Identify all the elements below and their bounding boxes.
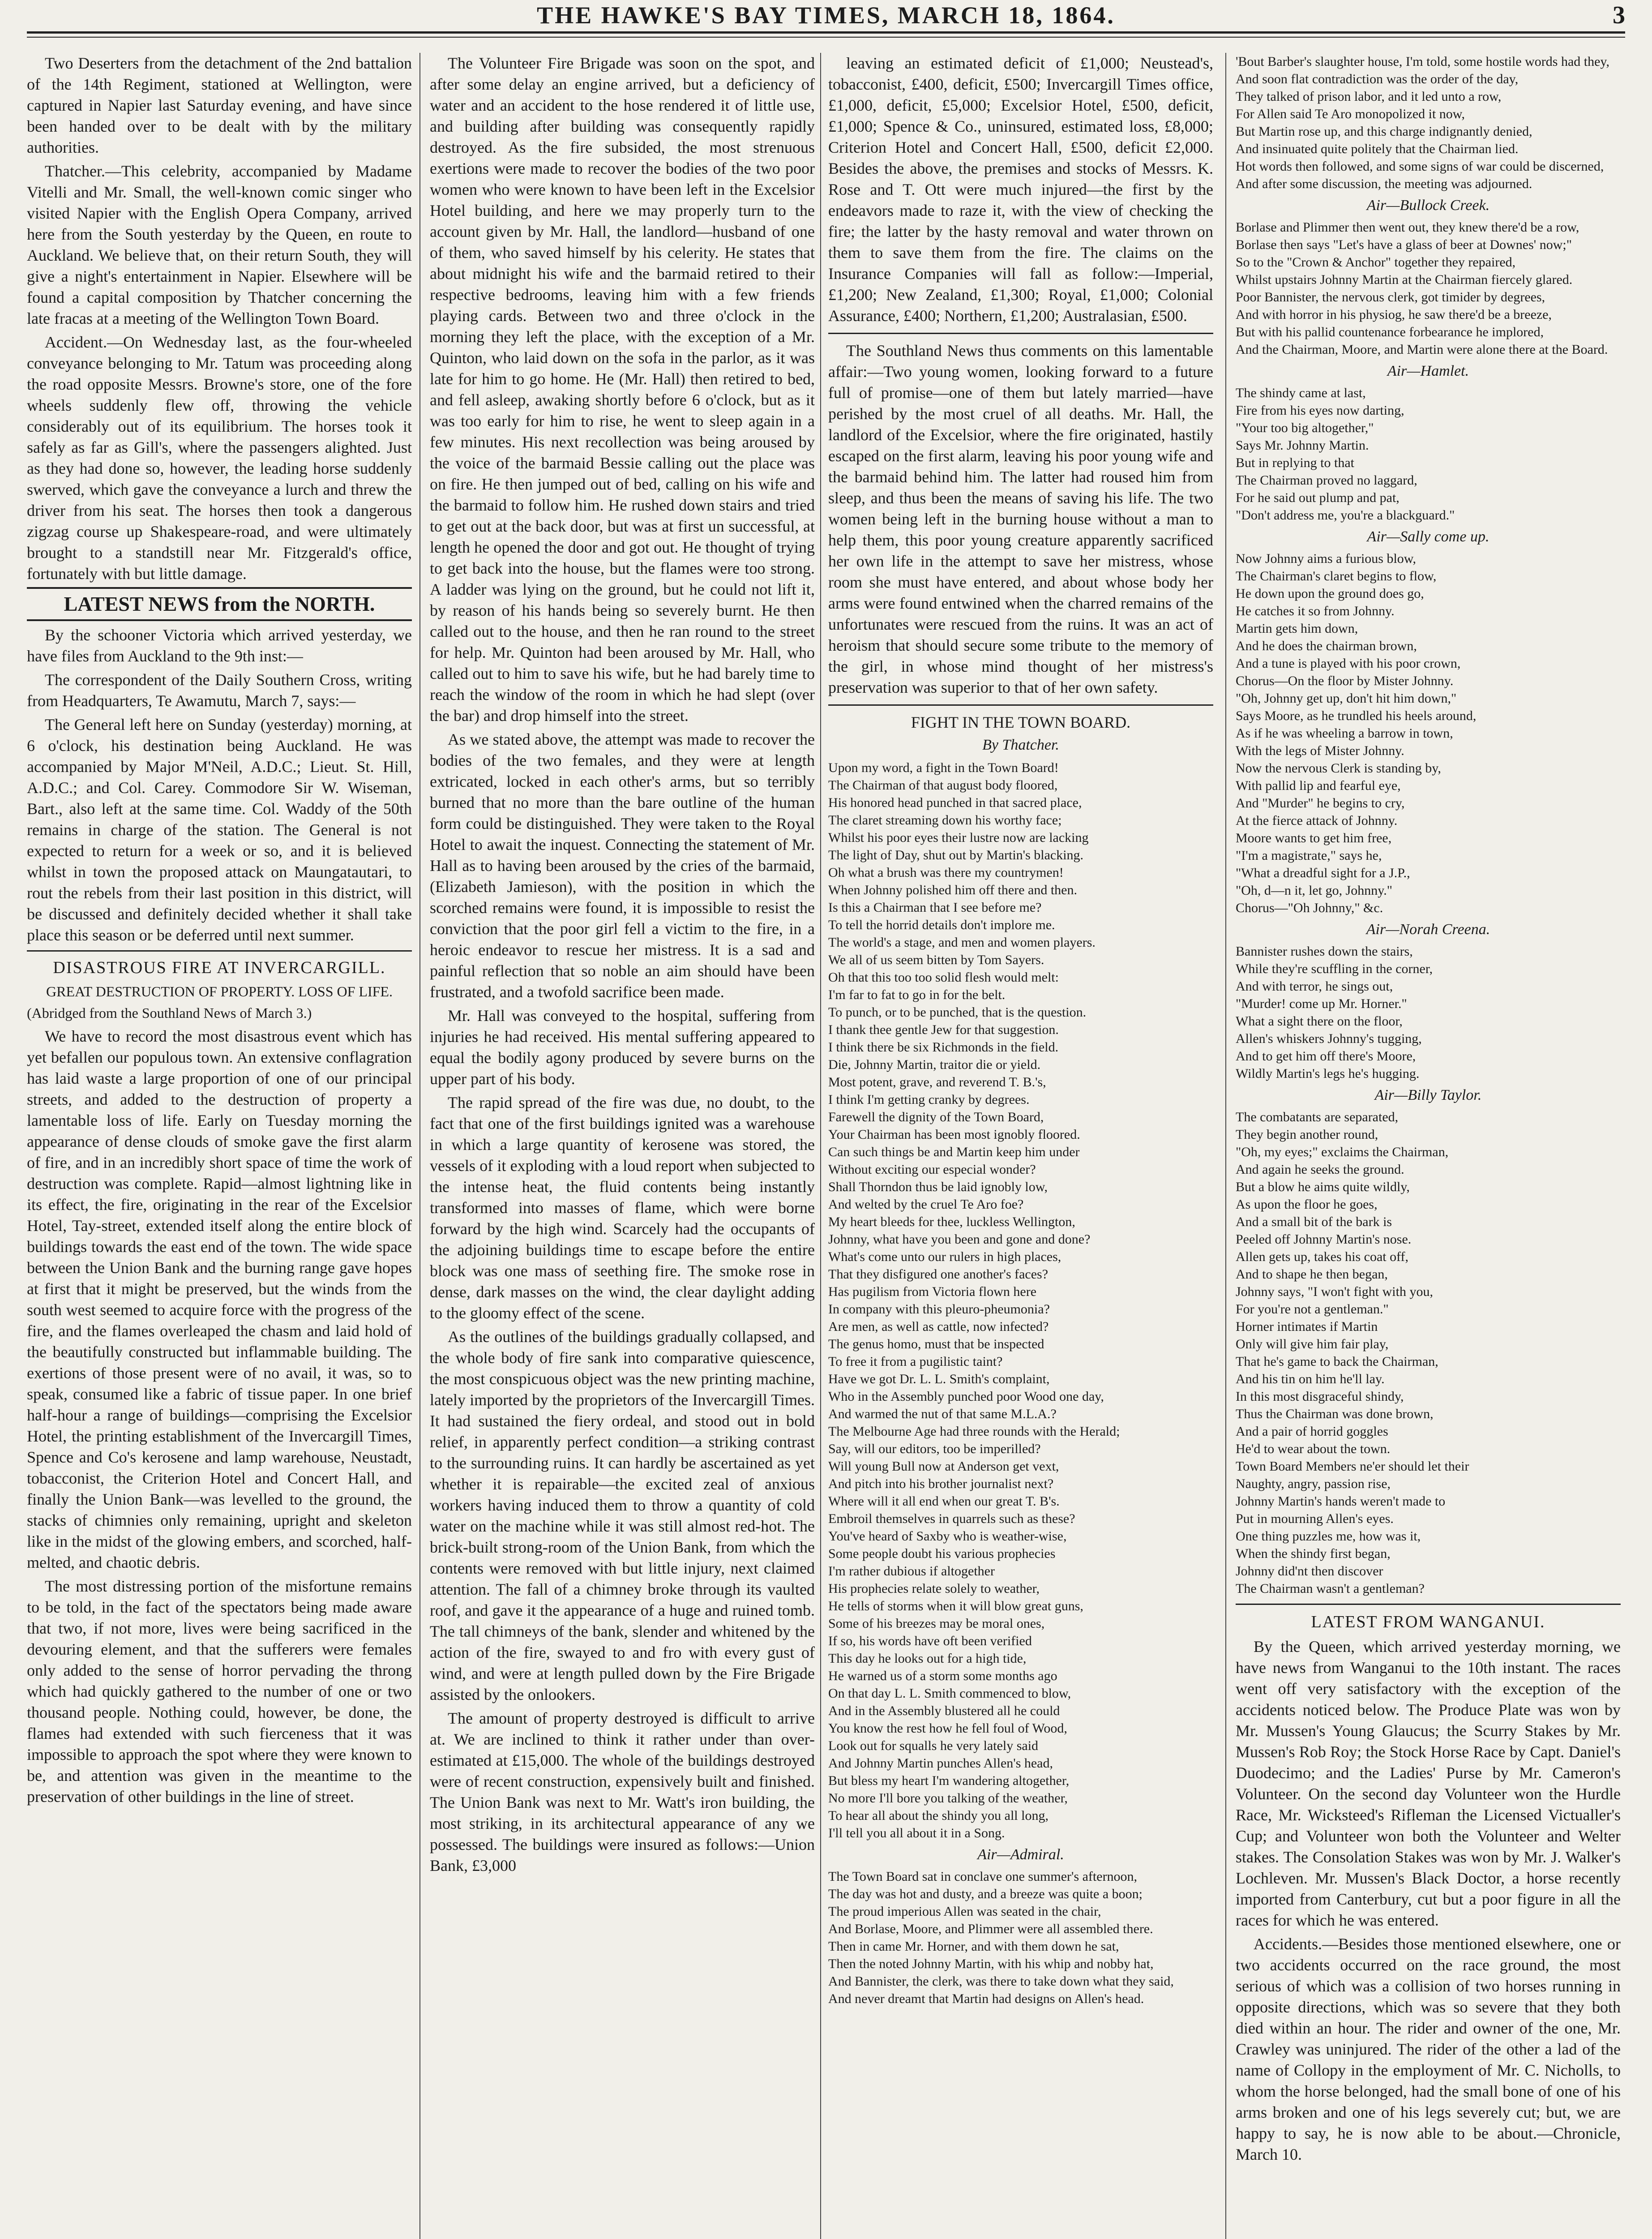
column-1 [27,53,412,2239]
subheading-fire: GREAT DESTRUCTION OF PROPERTY. LOSS OF LIFE. [46,983,393,999]
verse-line: And insinuated quite politely that the Chairman lied. [1236,142,1519,156]
article-schooner: By the schooner Victoria which arrived yesterday, we have files from Auckland to the 9th inst:— [27,626,412,665]
verse-line: The world's a stage, and men and women players. [828,935,1096,950]
verse-line: One thing puzzles me, how was it, [1236,1529,1421,1544]
heading-latest-from-wanganui: LATEST FROM WANGANUI. [1311,1613,1545,1631]
verse-line: To hear all about the shindy you all long, [828,1808,1049,1823]
verse-line: And with horror in his physiog, he saw there'd be a breeze, [1236,307,1552,322]
article-printing-machine: As the outlines of the buildings gradually collapsed, and the whole body of fire sank into comparative quiescence, the most conspicuous object was the new printing machine, lately imported by the proprietors of the Invercargill Times. It had sustained the fiery ordeal, and stood out in bold relief, in apparently perfect condition—a striking contrast to the surrounding ruins. It can hardly be ascertained as yet whether it is repairable—the excited zeal of anxious workers having induced them to throw a quantity of cold water on the machine while it was still almost red-hot. The brick-built strong-room of the Union Bank, from which the contents were removed with but little injury, next claimed attention. The fall of a chimney broke through its vaulted roof, and gave it the appearance of a huge and ruined tomb. The tall chimneys of the bank, slender and whitened by the action of the fire, swayed to and fro with every gust of wind, and were at length pulled down by the Fire Brigade assisted by the onlookers. [430,1328,815,1703]
verse-line: But bless my heart I'm wandering altogether, [828,1773,1070,1788]
verse-line: And never dreamt that Martin had designs on Allen's head. [828,1991,1144,2006]
poem-verse [1236,1108,1621,1597]
article-thatcher: Thatcher.—This celebrity, accompanied by Madame Vitelli and Mr. Small, the well-known comic singer who visited Napier with the English Opera Company, arrived here from the South yesterday by the Queen, en route to Auckland. We believe that, on their return South, they will give a night's entertainment in Napier. Elsewhere will be found a capital composition by Thatcher concerning the late fracas at a meeting of the Wellington Town Board. [27,162,412,327]
verse-line: Chorus—On the floor by Mister Johnny. [1236,673,1454,688]
verse-line: Your Chairman has been most ignobly floored. [828,1127,1080,1142]
verse-line: I think I'm getting cranky by degrees. [828,1092,1030,1107]
verse-line: Johnny says, "I won't fight with you, [1236,1284,1433,1299]
verse-line: What a sight there on the floor, [1236,1014,1403,1029]
verse-line: Now Johnny aims a furious blow, [1236,551,1417,566]
verse-line: Upon my word, a fight in the Town Board! [828,760,1059,775]
article-race-accidents: Accidents.—Besides those mentioned elsewhere, one or two accidents occurred on the race ground, the most serious of which was a collision of two horses running in opposite directions, which was so severe that they both died within an hour. The rider and owner of the one, Mr. Crawley was uninjured. The rider of the other a lad of the name of Collopy in the employment of Mr. C. Nicholls, to whom the horse belonged, had the small bone of one of his arms broken and one of his legs severely cut; but, we are happy to say, he is now able to be about.—Chronicle, March 10. [1236,1935,1621,2163]
article-insurance: leaving an estimated deficit of £1,000; Neustead's, tobacconist, £400, deficit, £500; Invercargill Times office, £1,000, deficit, £5,000; Excelsior Hotel, £500, deficit, £1,000; Spence & Co., uninsured, estimated loss, £8,000; Criterion Hotel and Concert Hall, £500, deficit £2,000. Besides the above, the premises and stocks of Messrs. K. Rose and T. Ott were much injured—the first by the endeavors made to raze it, with the view of checking the fire; the latter by the hasty removal and water thrown on them to save them from the fire. The claims on the Insurance Companies will fall as follow:—Imperial, £1,200; New Zealand, £1,300; Royal, £1,000; Colonial Assurance, £400; Northern, £1,200; Australasian, £500. [828,54,1213,325]
verse-line: Peeled off Johnny Martin's nose. [1236,1232,1412,1247]
article-property-destroyed: The amount of property destroyed is difficult to arrive at. We are inclined to think it rather under than over-estimated at £15,000. The whole of the buildings destroyed were of recent construction, expensively built and finished. The Union Bank was next to Mr. Watt's iron building, the most striking, in its architectural appearance of any we possessed. The buildings were insured as follows:—Union Bank, £3,000 [430,1709,815,1874]
verse-line: Borlase and Plimmer then went out, they knew there'd be a row, [1236,220,1579,235]
verse-line: For Allen said Te Aro monopolized it now, [1236,107,1465,121]
verse-line: Embroil themselves in quarrels such as these? [828,1511,1075,1526]
verse-line: That he's game to back the Chairman, [1236,1354,1438,1369]
verse-line: I'm far to fat to go in for the belt. [828,987,1006,1002]
verse-line: Oh what a brush was there my countrymen! [828,865,1064,880]
verse-line: And to shape he then began, [1236,1267,1388,1282]
verse-line: Martin gets him down, [1236,621,1358,636]
verse-line: With pallid lip and fearful eye, [1236,778,1401,793]
verse-line: Look out for squalls he very lately said [828,1738,1039,1753]
verse-line: In this most disgraceful shindy, [1236,1389,1404,1404]
verse-line: But a blow he aims quite wildly, [1236,1180,1410,1194]
separator [828,704,1213,706]
column-4 [1236,53,1621,2239]
verse-line: "I'm a magistrate," says he, [1236,848,1382,863]
verse-line: Hot words then followed, and some signs of war could be discerned, [1236,159,1604,174]
verse-line: Are men, as well as cattle, now infected? [828,1319,1049,1334]
verse-line: When Johnny polished him off there and then. [828,883,1077,897]
verse-line: I'm rather dubious if altogether [828,1564,995,1578]
verse-line: If so, his words have oft been verified [828,1634,1032,1648]
verse-line: For he said out plump and pat, [1236,490,1399,505]
verse-line: Says Moore, as he trundled his heels around, [1236,708,1477,723]
verse-line: The Chairman proved no laggard, [1236,473,1417,488]
verse-line: Says Mr. Johnny Martin. [1236,438,1369,453]
air-label: Air—Norah Creena. [1366,921,1490,938]
verse-line: And Bannister, the clerk, was there to take down what they said, [828,1974,1174,1989]
verse-line: But with his pallid countenance forbearance he implored, [1236,325,1544,339]
poem-verse [1236,219,1621,358]
verse-line: His honored head punched in that sacred place, [828,795,1082,810]
heading-invercargill-fire: DISASTROUS FIRE AT INVERCARGILL. [27,950,412,978]
verse-line: They talked of prison labor, and it led unto a row, [1236,89,1502,104]
verse-line: You've heard of Saxby who is weather-wise, [828,1529,1067,1544]
column-divider [820,53,821,2239]
verse-line: And again he seeks the ground. [1236,1162,1404,1177]
verse-line: While they're scuffling in the corner, [1236,961,1433,976]
verse-line: "Don't address me, you're a blackguard." [1236,508,1455,523]
article-bodies-recovered: As we stated above, the attempt was made to recover the bodies of the two females, and they were at length extricated, locked in each other's arms, but so terribly burned that no more than the bare outline of the human form could be distinguished. They were taken to the Royal Hotel to await the inquest. Connecting the statement of Mr. Hall as to having been aroused by the cries of the barmaid, (Elizabeth Jamieson), with the position in which the scorched remains were found, it is impossible to resist the conviction that the poor girl fell a victim to the fire, in a heroic endeavor to rescue her mistress. It is a sad and painful reflection that so noble an aim should have been frustrated, and a twofold sacrifice been made. [430,730,815,1001]
verse-line: But in replying to that [1236,455,1354,470]
article-mr-hall: Mr. Hall was conveyed to the hospital, suffering from injuries he had received. His mental suffering appeared to equal the bodily agony produced by severe burns on the upper part of his body. [430,1007,815,1088]
verse-line: Put in mourning Allen's eyes. [1236,1511,1394,1526]
verse-line: And with terror, he sings out, [1236,979,1393,994]
verse-line: In company with this pleuro-pheumonia? [828,1302,1050,1317]
verse-line: That they disfigured one another's faces? [828,1267,1049,1282]
verse-line: Shall Thorndon thus be laid ignobly low, [828,1180,1048,1194]
verse-line: And pitch into his brother journalist next? [828,1476,1054,1491]
verse-line: "Murder! come up Mr. Horner." [1236,996,1407,1011]
article-wanganui-races: By the Queen, which arrived yesterday morning, we have news from Wanganui to the 10th instant. The races went off very satisfactory with the exception of the accidents noticed below. The Produce Plate was won by Mr. Mussen's Young Glaucus; the Scurry Stakes by Mr. Mussen's Rob Roy; the Stock Horse Race by Capt. Daniel's Duodecimo; and the Ladies' Purse by Mr. Cameron's Volunteer. On the second day Volunteer won the Hurdle Race, Mr. Wicksteed's Rifleman the Licensed Victualler's Cup; and Volunteer won both the Volunteer and Welter stakes. The Consolation Stakes was won by Mr. J. Walker's Lochleven. Mr. Mussen's Black Doctor, a horse recently imported from Canterbury, cut but a poor figure in all the races for which he was entered. [1236,1638,1621,1929]
verse-line: Moore wants to get him free, [1236,831,1392,845]
verse-line: The claret streaming down his worthy face; [828,813,1062,828]
verse-line: Some people doubt his various prophecies [828,1546,1056,1561]
verse-line: And a small bit of the bark is [1236,1214,1392,1229]
article-fire-part2: The most distressing portion of the misfortune remains to be told, in the fact of the spectators being made aware that two, if not more, lives were being sacrificed in the devouring element, and that the sufferers were females only added to the sense of horror pervading the throng which had quickly gathered to the number of one or two thousand people. Nothing could, however, be done, the flames had extended with such fierceness that it was impossible to approach the spot where they were known to be, and attention was given in the meantime to the preservation of other buildings in the line of street. [27,1577,412,1806]
verse-line: To punch, or to be punched, that is the question. [828,1005,1087,1020]
verse-line: Town Board Members ne'er should let their [1236,1459,1469,1474]
verse-line: Fire from his eyes now darting, [1236,403,1404,418]
verse-line: We all of us seem bitten by Tom Sayers. [828,952,1044,967]
verse-line: The Chairman wasn't a gentleman? [1236,1581,1425,1596]
verse-line: Borlase then says "Let's have a glass of beer at Downes' now;" [1236,237,1572,252]
verse-line: You know the rest how he fell foul of Wood, [828,1721,1067,1736]
page-number: 3 [1613,1,1625,29]
verse-line: But Martin rose up, and this charge indignantly denied, [1236,124,1532,139]
verse-line: On that day L. L. Smith commenced to blow, [828,1686,1071,1701]
verse-line: "Oh, my eyes;" exclaims the Chairman, [1236,1145,1449,1159]
verse-line: The shindy came at last, [1236,386,1366,400]
air-label: Air—Sally come up. [1367,528,1489,545]
article-fire-brigade: The Volunteer Fire Brigade was soon on the spot, and after some delay an engine arrived, but a deficiency of water and an accident to the hose rendered it of little use, and building after building was consequently rapidly destroyed. As the fire subsided, the most strenuous exertions were made to recover the bodies of the two poor women who were known to have been left in the Excelsior Hotel building, and here we may properly turn to the account given by Mr. Hall, the landlord—husband of one of them, who saved himself by his celerity. He states that about midnight his wife and the barmaid retired to their respective bedrooms, leaving him with a few friends playing cards. Between two and three o'clock in the morning they left the place, with the exception of a Mr. Quinton, who laid down on the sofa in the parlor, as it was late for him to go home. He (Mr. Hall) then retired to bed, and fell asleep, awaking shortly before 6 o'clock, but as it was too early for him to rise, he went to sleep again in a few minutes. His next recollection was being aroused by the voice of the barmaid Bessie calling out the place was on fire. He then jumped out of bed, calling on his wife and the barmaid to follow him. He rushed down stairs and tried to get out at the back door, but was at first un successful, at length he opened the door and got out. He thought of trying to get back into the house, but the flames were too strong. A ladder was lying on the ground, but he could not lift it, by reason of his hands being so severely burnt. He then called out to the house, and then he ran round to the street for help. Mr. Quinton had been aroused by Mr. Hall, who called out to him to save his wife, but he had barely time to reach the window of the room in which he had slept (over the bar) and drop himself into the street. [430,54,815,725]
verse-line: The day was hot and dusty, and a breeze was quite a boon; [828,1887,1143,1901]
verse-line: "Oh, Johnny get up, don't hit him down," [1236,691,1457,706]
poem-verse [1236,53,1621,193]
poem-title: FIGHT IN THE TOWN BOARD. [911,713,1131,731]
verse-line: Some of his breezes may be moral ones, [828,1616,1045,1631]
verse-line: The proud imperious Allen was seated in the chair, [828,1904,1101,1919]
verse-line: He tells of storms when it will blow great guns, [828,1599,1083,1613]
air-label: Air—Billy Taylor. [1374,1087,1482,1103]
heading-latest-news-north: LATEST NEWS from the NORTH. [27,587,412,621]
poem-verse [828,759,1213,1842]
verse-line: And welted by the cruel Te Aro foe? [828,1197,1024,1212]
verse-line: Have we got Dr. L. L. Smith's complaint, [828,1372,1050,1386]
poem-verse [1236,550,1621,917]
verse-line: Will young Bull now at Anderson get vext, [828,1459,1059,1474]
verse-line: As upon the floor he goes, [1236,1197,1378,1212]
verse-line: The combatants are separated, [1236,1110,1399,1124]
verse-line: Most potent, grave, and reverend T. B.'s, [828,1075,1046,1089]
verse-line: Farewell the dignity of the Town Board, [828,1110,1044,1124]
verse-line: He down upon the ground does go, [1236,586,1424,601]
verse-line: "Your too big altogether," [1236,420,1374,435]
verse-line: Without exciting our especial wonder? [828,1162,1036,1177]
verse-line: Poor Bannister, the nervous clerk, got timider by degrees, [1236,290,1545,305]
masthead [27,2,1625,29]
verse-line: I think there be six Richmonds in the field. [828,1040,1059,1055]
verse-line: And to get him off there's Moore, [1236,1049,1416,1064]
verse-line: They begin another round, [1236,1127,1378,1142]
verse-line: And after some discussion, the meeting was adjourned. [1236,176,1532,191]
verse-line: He warned us of a storm some months ago [828,1669,1057,1683]
verse-line: Whilst upstairs Johnny Martin at the Chairman fiercely glared. [1236,272,1573,287]
verse-line: Then in came Mr. Horner, and with them down he sat, [828,1939,1119,1954]
column-2 [430,53,815,2239]
verse-line: My heart bleeds for thee, luckless Wellington, [828,1214,1075,1229]
article-deserters: Two Deserters from the detachment of the 2nd battalion of the 14th Regiment, stationed at Wellington, were captured in Napier last Saturday evening, and have since been handed over to be dealt with by the military authorities. [27,54,412,156]
verse-line: This day he looks out for a high tide, [828,1651,1027,1666]
verse-line: Johnny Martin's hands weren't made to [1236,1494,1446,1509]
verse-line: "Oh, d—n it, let go, Johnny." [1236,883,1393,898]
verse-line: And he does the chairman brown, [1236,639,1417,653]
verse-line: Then the noted Johnny Martin, with his whip and nobby hat, [828,1956,1154,1971]
verse-line: "What a dreadful sight for a J.P., [1236,866,1410,880]
verse-line: To free it from a pugilistic taint? [828,1354,1003,1369]
verse-line: The light of Day, shut out by Martin's blacking. [828,848,1084,862]
verse-line: Whilst his poor eyes their lustre now are lacking [828,830,1089,845]
air-label: Air—Bullock Creek. [1366,197,1490,214]
verse-line: Now the nervous Clerk is standing by, [1236,761,1441,776]
verse-line: The Chairman's claret begins to flow, [1236,569,1437,583]
verse-line: Who in the Assembly punched poor Wood one day, [828,1389,1104,1404]
verse-line: Is this a Chairman that I see before me? [828,900,1042,915]
verse-line: And a tune is played with his poor crown, [1236,656,1461,671]
article-correspondent: The correspondent of the Daily Southern Cross, writing from Headquarters, Te Awamutu, March 7, says:— [27,671,412,710]
article-fire-spread: The rapid spread of the fire was due, no doubt, to the fact that one of the first buildings ignited was a warehouse in which a large quantity of kerosene was stored, the vessels of it exploding with a loud report when subjected to the intense heat, the fluid contents being instantly transformed into masses of flame, which were borne forward by the high wind. Scarcely had the occupants of the adjoining buildings time to escape before the entire block was one mass of seething fire. The smoke rose in dense, dark masses on the wind, the clear daylight adding to the gloomy effect of the scene. [430,1094,815,1322]
newspaper-title: THE HAWKE'S BAY TIMES, MARCH 18, 1864. [537,2,1115,29]
verse-line: And Borlase, Moore, and Plimmer were all assembled there. [828,1922,1153,1936]
verse-line: And Johnny Martin punches Allen's head, [828,1756,1053,1771]
article-accident: Accident.—On Wednesday last, as the four-wheeled conveyance belonging to Mr. Tatum was proceeding along the road opposite Messrs. Browne's store, one of the fore wheels suddenly flew off, throwing the vehicle considerably out of its equilibrium. The horses took it safely as far as Gill's, where the passengers alighted. Just as they had done so, however, the leading horse suddenly swerved, which gave the conveyance a lurch and threw the driver from his seat. The horses then took a dangerous zigzag course up Shakespeare-road, and were ultimately brought to a standstill near Mr. Fitzgerald's office, fortunately with but little damage. [27,333,412,583]
air-label: Air—Hamlet. [1387,363,1469,379]
verse-line: I thank thee gentle Jew for that suggestion. [828,1022,1059,1037]
verse-line: His prophecies relate solely to weather, [828,1581,1040,1596]
masthead-rule-top [27,31,1625,34]
verse-line: Johnny, what have you been and gone and done? [828,1232,1091,1247]
verse-line: With the legs of Mister Johnny. [1236,743,1404,758]
verse-line: The Chairman of that august body floored, [828,778,1058,793]
verse-line: The genus homo, must that be inspected [828,1337,1044,1351]
abridged-note: (Abridged from the Southland News of March 3.) [27,1005,312,1021]
verse-line: Say, will our editors, too be imperilled? [828,1441,1041,1456]
verse-line: And the Chairman, Moore, and Martin were alone there at the Board. [1236,342,1608,357]
verse-line: Allen gets up, takes his coat off, [1236,1249,1409,1264]
verse-line: Can such things be and Martin keep him under [828,1145,1080,1159]
poem-verse [828,1868,1213,2007]
verse-line: Oh that this too too solid flesh would melt: [828,970,1059,985]
verse-line: So to the "Crown & Anchor" together they repaired, [1236,255,1516,270]
verse-line: Where will it all end when our great T. B's. [828,1494,1060,1509]
verse-line: No more I'll bore you talking of the weather, [828,1791,1068,1806]
separator [828,333,1213,334]
verse-line: Horner intimates if Martin [1236,1319,1378,1334]
verse-line: Has pugilism from Victoria flown here [828,1284,1037,1299]
verse-line: Chorus—"Oh Johnny," &c. [1236,901,1383,915]
verse-line: What's come unto our rulers in high places, [828,1249,1061,1264]
verse-line: Bannister rushes down the stairs, [1236,944,1413,959]
verse-line: He'd to wear about the town. [1236,1441,1391,1456]
article-fire-part1: We have to record the most disastrous event which has yet befallen our populous town. An extensive conflagration has laid waste a large proportion of one of our principal streets, and added to the destruction of property a lamentable loss of life. Early on Tuesday morning the appearance of dense clouds of smoke gave the first alarm of fire, and in an incredibly short space of time the work of destruction was complete. Rapid—almost lightning like in its effect, the fire, originating in the rear of the Excelsior Hotel, Tay-street, extended itself along the entire block of buildings towards the east end of the town. The wide space between the Union Bank and the burning range gave hopes at first that it might be preserved, but the winds from the south west seemed to acquire force with the progress of the fire, and the flames overleaped the chasm and laid hold of the beautifully constructed but inflammable building. The exertions of those present were of no avail, it was, so to speak, consumed like a fabric of tissue paper. In one brief half-hour a range of buildings—comprising the Excelsior Hotel, the printing establishment of the Invercargill Times, Spence and Co's kerosene and lamp warehouse, Neustadt, tobacconist, the Criterion Hotel and Concert Hall, and finally the Union Bank—was levelled to the ground, the stacks of chimnies only remaining, upright and skeleton like in the midst of the glowing embers, and scorched, half-melted, and chaotic debris. [27,1027,412,1571]
column-divider [419,53,420,2239]
verse-line: And in the Assembly blustered all he could [828,1703,1060,1718]
verse-line: 'Bout Barber's slaughter house, I'm told, some hostile words had they, [1236,54,1609,69]
article-southland-comment: The Southland News thus comments on this lamentable affair:—Two young women, looking forward to a future full of promise—one of them but lately married—have perished by the most cruel of all deaths. Mr. Hall, the landlord of the Excelsior, where the fire originated, hastily escaped on the first alarm, leaving his poor young wife and the barmaid behind him. The latter had roused him from sleep, and thus been the means of saving his life. The two women being left in the burning house without a man to help them, this poor young creature apparently sacrificed her own life in the attempt to save her mistress, whose room she must have entered, and about whose body her arms were found entwined when the charred remains of the unfortunates were rescued from the ruins. It was an act of heroism that should secure some tribute to the memory of the girl, in whose mind thought of her mistress's preservation was superior to that of her own safety. [828,342,1213,696]
poem-byline: By Thatcher. [982,737,1059,753]
verse-line: And his tin on him he'll lay. [1236,1372,1385,1386]
verse-line: As if he was wheeling a barrow in town, [1236,726,1453,741]
poem-verse [1236,943,1621,1082]
masthead-rule-bottom [27,37,1625,38]
verse-line: And warmed the nut of that same M.L.A.? [828,1407,1057,1421]
verse-line: And soon flat contradiction was the order of the day, [1236,72,1519,86]
verse-line: He catches it so from Johnny. [1236,604,1395,618]
verse-line: At the fierce attack of Johnny. [1236,813,1398,828]
air-label: Air—Admiral. [977,1846,1064,1863]
verse-line: And a pair of horrid goggles [1236,1424,1388,1439]
verse-line: The Melbourne Age had three rounds with the Herald; [828,1424,1120,1439]
verse-line: Johnny did'nt then discover [1236,1564,1383,1578]
verse-line: And "Murder" he begins to cry, [1236,796,1405,811]
verse-line: The Town Board sat in conclave one summer's afternoon, [828,1869,1138,1884]
verse-line: Naughty, angry, passion rise, [1236,1476,1391,1491]
verse-line: Die, Johnny Martin, traitor die or yield. [828,1057,1041,1072]
poem-verse [1236,384,1621,524]
verse-line: For you're not a gentleman." [1236,1302,1389,1317]
column-divider [1225,53,1226,2239]
column-3 [828,53,1213,2239]
verse-line: Only will give him fair play, [1236,1337,1389,1351]
verse-line: To tell the horrid details don't implore me. [828,918,1055,932]
article-general: The General left here on Sunday (yesterday) morning, at 6 o'clock, his destination being Auckland. He was accompanied by Major M'Neil, A.D.C.; Lieut. St. Hill, A.D.C.; and Col. Carey. Commodore Sir W. Wiseman, Bart., also left at the same time. Col. Waddy of the 50th remains in charge of the station. The General is not expected to return for a week or so, and it is believed whilst in town the proposed attack on Maungatautari, to rout the rebels from their last position in this district, will be discussed and definitely decided whether it shall take place this season or be deferred until next summer. [27,716,412,944]
verse-line: Allen's whiskers Johnny's tugging, [1236,1031,1422,1046]
separator [1236,1604,1621,1605]
verse-line: When the shindy first began, [1236,1546,1391,1561]
verse-line: I'll tell you all about it in a Song. [828,1826,1005,1840]
verse-line: Wildly Martin's legs he's hugging. [1236,1066,1420,1081]
verse-line: Thus the Chairman was done brown, [1236,1407,1434,1421]
